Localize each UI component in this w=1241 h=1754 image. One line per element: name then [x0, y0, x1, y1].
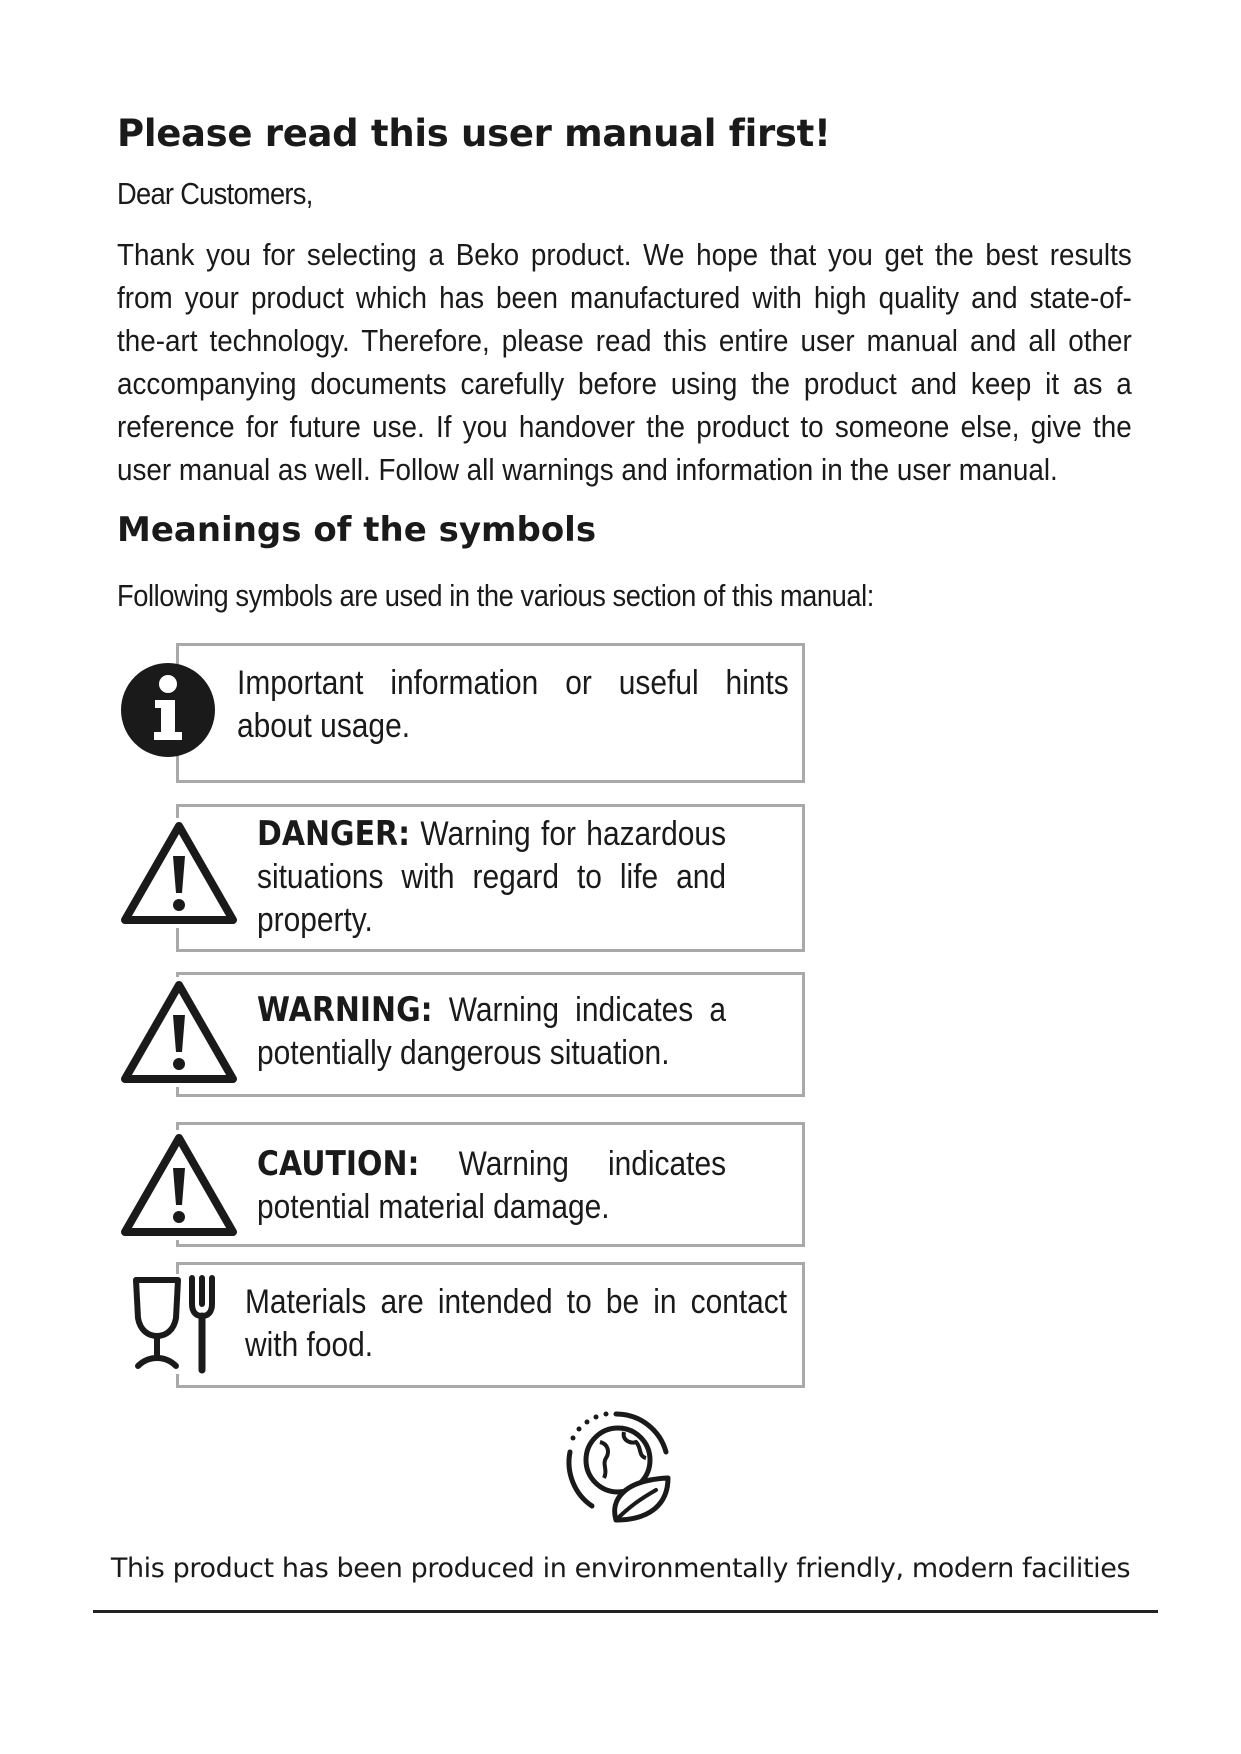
caution-label: CAUTION: — [257, 1144, 420, 1184]
symbols-heading: Meanings of the symbols — [117, 510, 597, 550]
caution-description: Warning indicates potential material damage. — [257, 1145, 727, 1226]
eco-caption: This product has been produced in environmentally friendly, modern facilities — [110, 1553, 1131, 1584]
warning-label: WARNING: — [257, 990, 433, 1030]
warning-triangle-icon — [118, 1130, 240, 1240]
food-contact-icon — [130, 1274, 230, 1374]
danger-symbol-text — [257, 813, 726, 942]
eco-globe-leaf-icon — [560, 1408, 676, 1528]
danger-symbol-box — [176, 804, 805, 952]
danger-description: Warning for hazardous situations with regard to life and property. — [257, 815, 727, 939]
warning-description: Warning indicates a potentially dangerous situation. — [257, 991, 727, 1072]
footer-divider — [93, 1610, 1158, 1613]
caution-symbol-text — [257, 1143, 726, 1229]
info-icon — [118, 660, 218, 760]
greeting: Dear Customers, — [117, 176, 313, 211]
food-symbol-box — [176, 1262, 805, 1388]
warning-symbol-text — [257, 989, 726, 1075]
info-symbol-box — [176, 643, 805, 783]
info-symbol-text: Important information or useful hints about usage. — [237, 664, 789, 745]
danger-label: DANGER: — [257, 814, 411, 854]
symbols-intro: Following symbols are used in the various section of this manual: — [117, 578, 874, 613]
warning-triangle-icon — [118, 977, 240, 1087]
food-symbol-text: Materials are intended to be in contact with food. — [245, 1283, 788, 1364]
warning-symbol-box — [176, 972, 805, 1097]
page-title: Please read this user manual first! — [117, 112, 831, 155]
warning-triangle-icon — [118, 818, 240, 928]
intro-paragraph: Thank you for selecting a Beko product. We hope that you get the best results from your product which has been manufactured with high quality and state-of-the-art technology. Therefore, please read this entire user manual and all other accompanying documents carefully before using the product and keep it as a reference for future use. If you handover the product to someone else, give the user manual as well. Follow all warnings and information in the user manual. — [117, 237, 1132, 487]
caution-symbol-box — [176, 1122, 805, 1247]
